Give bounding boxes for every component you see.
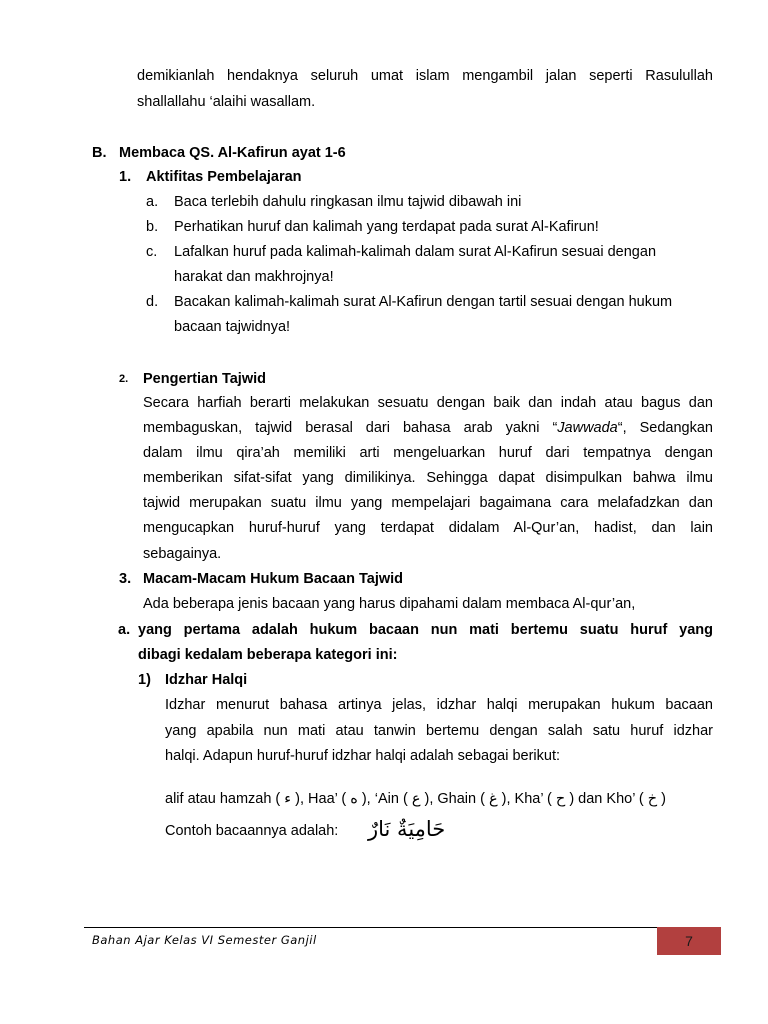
definition-title: Pengertian Tajwid [143,371,267,387]
section-b-title: Membaca QS. Al-Kafirun ayat 1-6 [119,145,346,161]
activity-item-c-line-1: Lafalkan huruf pada kalimah-kalimah dalam surat Al-Kafirun sesuai dengan [174,244,657,260]
intro-line-2: shallallahu ‘alaihi wasallam. [137,94,316,110]
activity-label-d: d. [146,294,159,310]
activity-item-d-line-2: bacaan tajwidnya! [174,319,291,335]
example-label: Contoh bacaannya adalah: [165,823,339,839]
section-b-letter: B. [92,145,107,161]
definition-number: 2. [119,373,129,385]
definition-line-2: membaguskan, tajwid berasal dari bahasa arab yakni “Jawwada“, Sedangkan [143,420,713,436]
idzhar-line-1: Idzhar menurut bahasa artinya jelas, idzhar halqi merupakan hukum bacaan [165,697,713,713]
definition-line-1: Secara harfiah berarti melakukan sesuatu dengan baik dan indah atau bagus dan [143,395,713,411]
activities-title: Aktifitas Pembelajaran [146,169,302,185]
idzhar-label: 1) [138,672,151,688]
example-arabic: حَامِيَةٌ نَارٌ [368,817,446,841]
page-number: 7 [657,927,721,955]
definition-line-3: dalam ilmu qira’ah memiliki arti mengeluarkan huruf dari tempatnya dengan [143,445,713,461]
activity-item-d-line-1: Bacakan kalimah-kalimah surat Al-Kafirun dengan tartil sesuai dengan hukum [174,294,673,310]
definition-line-6: mengucapkan huruf-huruf yang terdapat didalam Al-Qur’an, hadist, dan lain [143,520,713,536]
activity-label-c: c. [146,244,158,260]
footer-text: Bahan Ajar Kelas VI Semester Ganjil [92,933,317,947]
jawwada-term: Jawwada [557,420,618,436]
idzhar-line-2: yang apabila nun mati atau tanwin bertemu dengan salah satu huruf idzhar [165,723,713,739]
idzhar-letters: alif atau hamzah ( ء ), Haa’ ( ه ), ‘Ain ( ع ), Ghain ( غ ), Kha’ ( ح ) dan Kho’ ( خ ) [165,791,667,807]
intro-line-1: demikianlah hendaknya seluruh umat islam mengambil jalan seperti Rasulullah [137,68,713,84]
idzhar-line-3: halqi. Adapun huruf-huruf idzhar halqi adalah sebagai berikut: [165,748,560,764]
types-number: 3. [119,571,132,587]
activity-label-b: b. [146,219,159,235]
types-title: Macam-Macam Hukum Bacaan Tajwid [143,571,404,587]
activity-item-b: Perhatikan huruf dan kalimah yang terdapat pada surat Al-Kafirun! [174,219,599,235]
activities-number: 1. [119,169,132,185]
definition-line-7: sebagainya. [143,546,222,562]
activity-label-a: a. [146,194,159,210]
definition-line-4: memberikan sifat-sifat yang dimilikinya. Sehingga dapat disimpulkan bahwa ilmu [143,470,713,486]
types-sub-a-line-2: dibagi kedalam beberapa kategori ini: [138,647,398,663]
definition-line-5: tajwid merupakan suatu ilmu yang mempelajari bagaimana cara melafadzkan dan [143,495,713,511]
types-sub-a-line-1: yang pertama adalah hukum bacaan nun mati bertemu suatu huruf yang [138,622,713,638]
footer-divider [84,927,720,928]
activity-item-a: Baca terlebih dahulu ringkasan ilmu tajwid dibawah ini [174,194,522,210]
idzhar-title: Idzhar Halqi [165,672,248,688]
types-sub-a-label: a. [118,622,131,638]
activity-item-c-line-2: harakat dan makhrojnya! [174,269,334,285]
types-intro: Ada beberapa jenis bacaan yang harus dipahami dalam membaca Al-qur’an, [143,596,636,612]
